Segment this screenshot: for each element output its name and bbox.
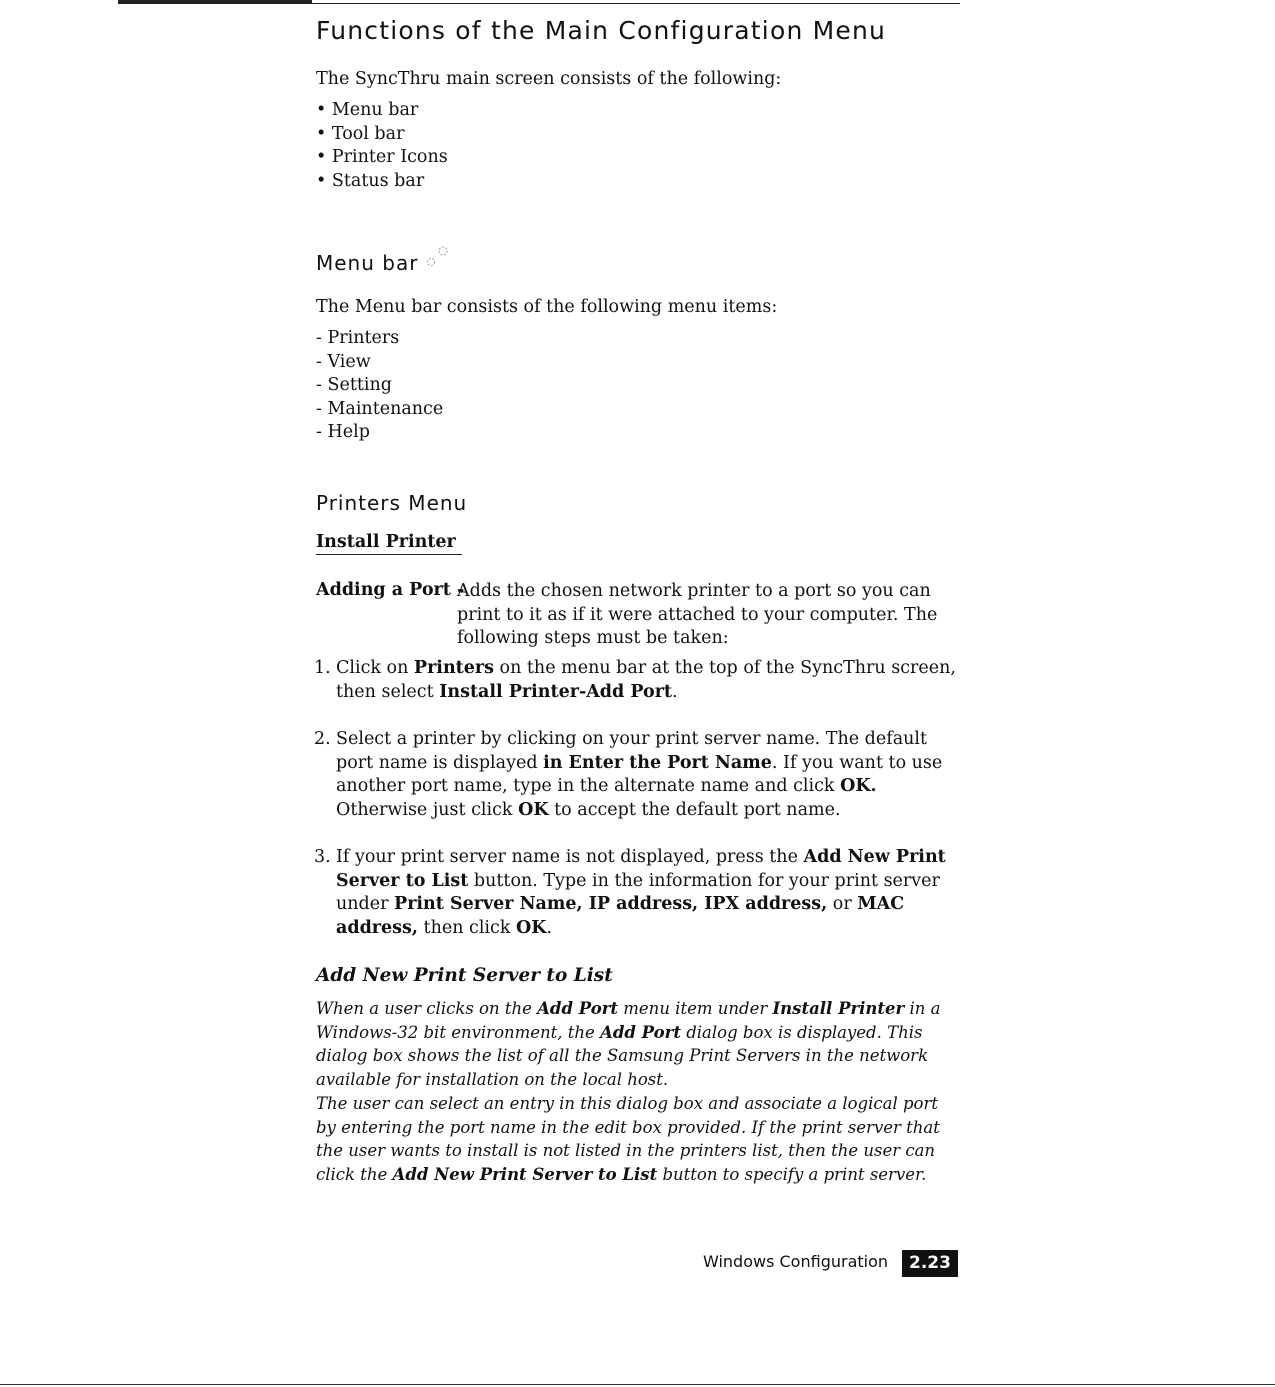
- add-server-paragraph: When a user clicks on the Add Port menu item under Install Printer in a Windows-32 bit environment, the Add Port dialog box is displayed. This dialog box shows the list of all the Samsung Print Servers in the network available for installation on the local host.: [316, 999, 941, 1089]
- definition-term: Adding a Port -: [316, 580, 465, 600]
- menu-bar-heading: [316, 246, 452, 275]
- page-number-badge: 2.23: [902, 1250, 958, 1277]
- install-printer-subheading: Install Printer: [316, 532, 462, 555]
- list-item: - Printers: [316, 328, 400, 348]
- header-rule: [118, 3, 960, 4]
- step-number: 2.: [314, 729, 331, 749]
- main-screen-list: [316, 99, 448, 193]
- list-item: - Maintenance: [316, 398, 444, 419]
- menu-bar-heading-text: Menu bar: [316, 251, 419, 275]
- definition-text: Adds the chosen network printer to a port so you can print to it as if it were attached to your computer. The following steps must be taken:: [457, 581, 938, 648]
- bottom-rule: [0, 1384, 1275, 1385]
- step-text: Select a printer by clicking on your print server name. The default port name is displayed in Enter the Port Name. If you want to use another port name, type in the alternate name and click OK. Otherwise just click OK to accept the default port name.: [336, 729, 943, 820]
- list-item: - View: [316, 351, 371, 372]
- printers-menu-heading: Printers Menu: [316, 491, 468, 515]
- list-item: • Printer Icons: [316, 147, 448, 167]
- add-server-heading: Add New Print Server to List: [316, 965, 613, 986]
- page-title: Functions of the Main Configuration Menu: [316, 16, 887, 45]
- cursor-icon: [426, 246, 452, 268]
- step-item: [316, 846, 956, 940]
- menu-bar-intro: The Menu bar consists of the following menu items:: [316, 297, 778, 317]
- list-item: - Setting: [316, 375, 392, 395]
- step-number: 1.: [314, 658, 331, 678]
- list-item: • Tool bar: [316, 123, 405, 144]
- menu-items-list: [316, 327, 443, 445]
- list-item: - Help: [316, 422, 370, 442]
- step-item: [316, 728, 956, 822]
- step-number: 3.: [314, 847, 331, 867]
- add-server-paragraph: The user can select an entry in this dialog box and associate a logical port by entering the port name in the edit box provided. If the print server that the user wants to install is not listed in the printers list, then the user can click the Add New Print Server to List button to specify a print server.: [316, 1094, 940, 1184]
- footer-section-label: Windows Configuration: [703, 1252, 889, 1271]
- step-item: [316, 657, 956, 704]
- list-item: • Menu bar: [316, 100, 419, 120]
- intro-text: The SyncThru main screen consists of the following:: [316, 69, 782, 89]
- list-item: • Status bar: [316, 170, 425, 191]
- step-text: If your print server name is not displayed, press the Add New Print Server to List button. Type in the information for your print server under Print Server Name, IP address, IPX address, or MAC address, then click OK.: [336, 847, 946, 938]
- step-text: Click on Printers on the menu bar at the top of the SyncThru screen, then select Install Printer-Add Port.: [336, 658, 956, 702]
